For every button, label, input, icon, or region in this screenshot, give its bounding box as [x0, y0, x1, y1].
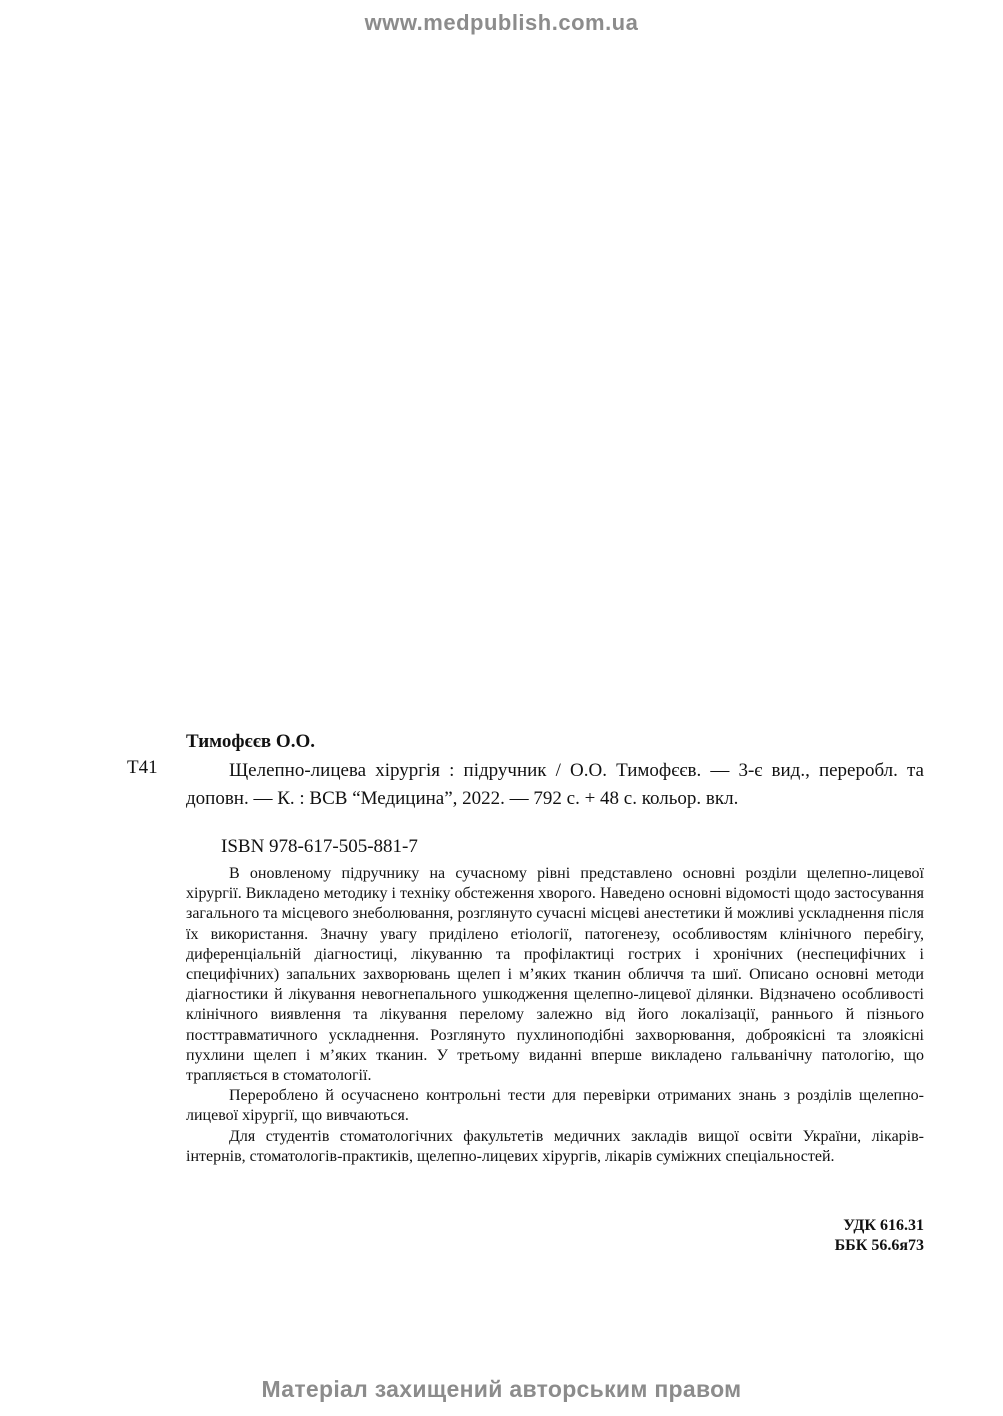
udc-code: УДК 616.31	[843, 1217, 924, 1234]
classification-code: Т41	[127, 757, 158, 778]
annotation-paragraph: Для студентів стоматологічних факультетів медичних закладів вищої освіти України, лікарів-інтернів, стоматологів-практиків, щелепно-лицевих хірургів, лікарів суміжних спеціальностей.	[186, 1127, 924, 1165]
isbn: ISBN 978-617-505-881-7	[221, 836, 418, 857]
bbk-code: ББК 56.6я73	[834, 1237, 924, 1254]
annotation-paragraph: В оновленому підручнику на сучасному рівні представлено основні розділи щелепно-лицевої хірургії. Викладено методику і техніку обстеження хворого. Наведено основні відомості щодо застосування загального та місцевого знеболювання, розглянуто сучасні місцеві анестетики й можливі ускладнення після їх використання. Значну увагу приділено етіології, патогенезу, особливостям клінічного перебігу, диференціальній діагностиці, лікуванню та профілактиці гострих і хронічних (неспецифічних і специфічних) запальних захворювань щелеп і м’яких тканин обличчя та шиї. Описано основні методи діагностики й лікування невогнепального ушкодження щелепно-лицевої ділянки. Відзначено особливості клінічного виявлення та лікування перелому залежно від його локалізації, раннього й пізнього посттравматичного ускладнення. Розглянуто пухлиноподібні захворювання, доброякісні та злоякісні пухлини щелеп і м’яких тканин. У третьому виданні вперше викладено гальванічну патологію, що трапляється в стоматології.	[186, 865, 924, 1085]
bibliographic-citation: Щелепно-лицева хірургія : підручник / О.О. Тимофєєв. — 3-є вид., переробл. та доповн. — К. : ВСВ “Медицина”, 2022. — 792 с. + 48 с. кольор. вкл.	[186, 760, 924, 809]
author-heading: Тимофєєв О.О.	[186, 731, 315, 752]
watermark-top-url: www.medpublish.com.ua	[364, 10, 639, 35]
annotation	[186, 864, 924, 1167]
watermark-copyright: Матеріал захищений авторським правом	[261, 1376, 742, 1402]
classification-codes	[700, 1216, 924, 1256]
annotation-paragraph: Перероблено й осучаснено контрольні тести для перевірки отриманих знань з розділів щелепно-лицевої хірургії, що вивчаються.	[186, 1087, 924, 1125]
